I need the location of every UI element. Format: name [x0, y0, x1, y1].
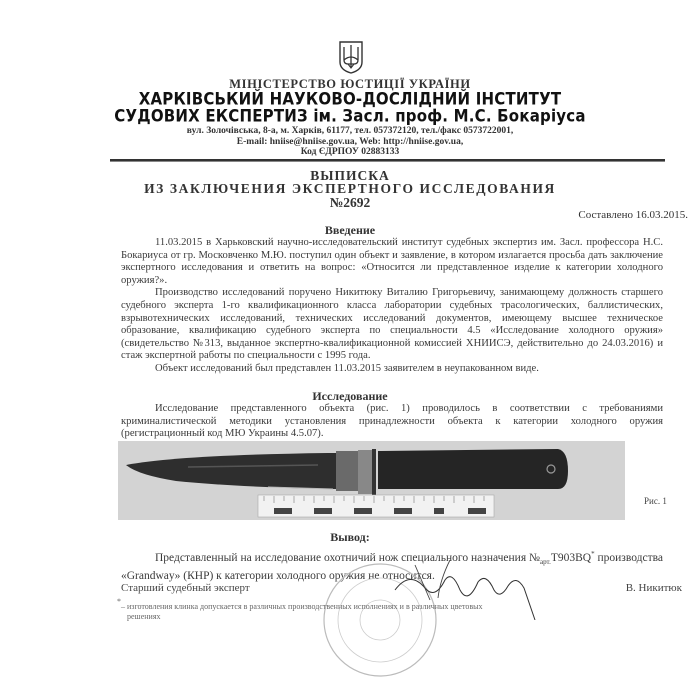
document-title: ВЫПИСКА: [310, 168, 390, 183]
institute-name-line1: ХАРКІВСЬКИЙ НАУКОВО-ДОСЛІДНИЙ ІНСТИТУТ: [138, 89, 562, 109]
introduction-heading: Введение: [324, 223, 376, 237]
research-paragraph: Исследование представленного объекта (рис. 1) проводилось в соответствии с требованиями криминалистической методики установления принадлежности объекта к категории холодного оружия (регистрационный код МЮ Украины 4.5.07).: [121, 403, 663, 440]
introduction-section: [121, 237, 663, 376]
ministry-name: МІНІСТЕРСТВО ЮСТИЦІЇ УКРАЇНИ: [229, 77, 471, 91]
conclusion-text-start: Представленный на исследование охотничий нож специального назначения №: [155, 551, 541, 564]
introduction-paragraph-1: 11.03.2015 в Харьковский научно-исследовательский институт судебных экспертиз им. Засл. профессора Н.С. Бокариуса от гр. Московченко М.Ю. поступил один объект и заявление, в котором излагается просьба дать заключение экспертного исследования и ответить на вопрос: «Относится ли представленное изделие к категории холодного оружия?».: [121, 237, 663, 286]
footnote-line-1: – изготовления клинка допускается в различных производственных исполнениях и в различных цветовых: [121, 602, 483, 611]
institute-name-line2: СУДОВИХ ЕКСПЕРТИЗ ім. Засл. проф. М.С. Бокаріуса: [114, 106, 586, 126]
article-number: T903BQ: [550, 551, 592, 564]
article-abbrev: арт.: [540, 558, 551, 567]
conclusion-heading: Вывод:: [330, 530, 370, 544]
footnote-star: *: [117, 597, 121, 606]
document-subtitle: ИЗ ЗАКЛЮЧЕНИЯ ЭКСПЕРТНОГО ИССЛЕДОВАНИЯ: [144, 181, 556, 196]
signer-role: Старший судебный эксперт: [121, 582, 250, 594]
institute-address: вул. Золочівська, 8-а, м. Харків, 61177, тел. 057372120, тел./факс 0573722001,: [186, 126, 514, 136]
document-number: №2692: [329, 195, 371, 210]
signer-name: В. Никитюк: [625, 582, 682, 594]
institute-contacts: E-mail: hniise@hniise.gov.ua, Web: http://hniise.gov.ua,: [236, 137, 464, 147]
header-divider: [110, 159, 665, 162]
footnote-line-2: решениях: [127, 612, 161, 621]
trident-coat-of-arms-icon: [338, 40, 364, 74]
footnote-marker: *: [591, 550, 595, 558]
conclusion-text-end: производства «Grandway» (КНР) к категории холодного оружия не относится.: [121, 551, 663, 582]
introduction-paragraph-3: Объект исследований был представлен 11.03.2015 заявителем в неупакованном виде.: [155, 362, 539, 374]
footnote: [121, 602, 681, 622]
research-heading: Исследование: [312, 389, 388, 403]
figure-label: Рис. 1: [644, 496, 667, 506]
knife-photo: [118, 441, 625, 520]
knife-with-ruler-image: [118, 441, 625, 520]
institute-code: Код ЄДРПОУ 02883133: [300, 147, 400, 157]
research-section: [121, 403, 663, 441]
composed-date: Составлено 16.03.2015.: [578, 209, 688, 221]
introduction-paragraph-2: Производство исследований поручено Никитюку Виталию Григорьевичу, занимающему должность старшего судебного эксперта 1-го квалификационного класса лаборатории судебных трасологических, баллистических, взрывотехнических исследований, технических исследований документов, имеющему высшее техническое образование, квалификацию судебного эксперта по специальности 4.5 «Исследование холодного оружия» (свидетельство №313, выданное экспертно-квалификационной комиссией ХНИИСЭ, действительно до 24.03.2016) и стаж экспертной работы по специальности с 1995 года.: [121, 287, 663, 362]
